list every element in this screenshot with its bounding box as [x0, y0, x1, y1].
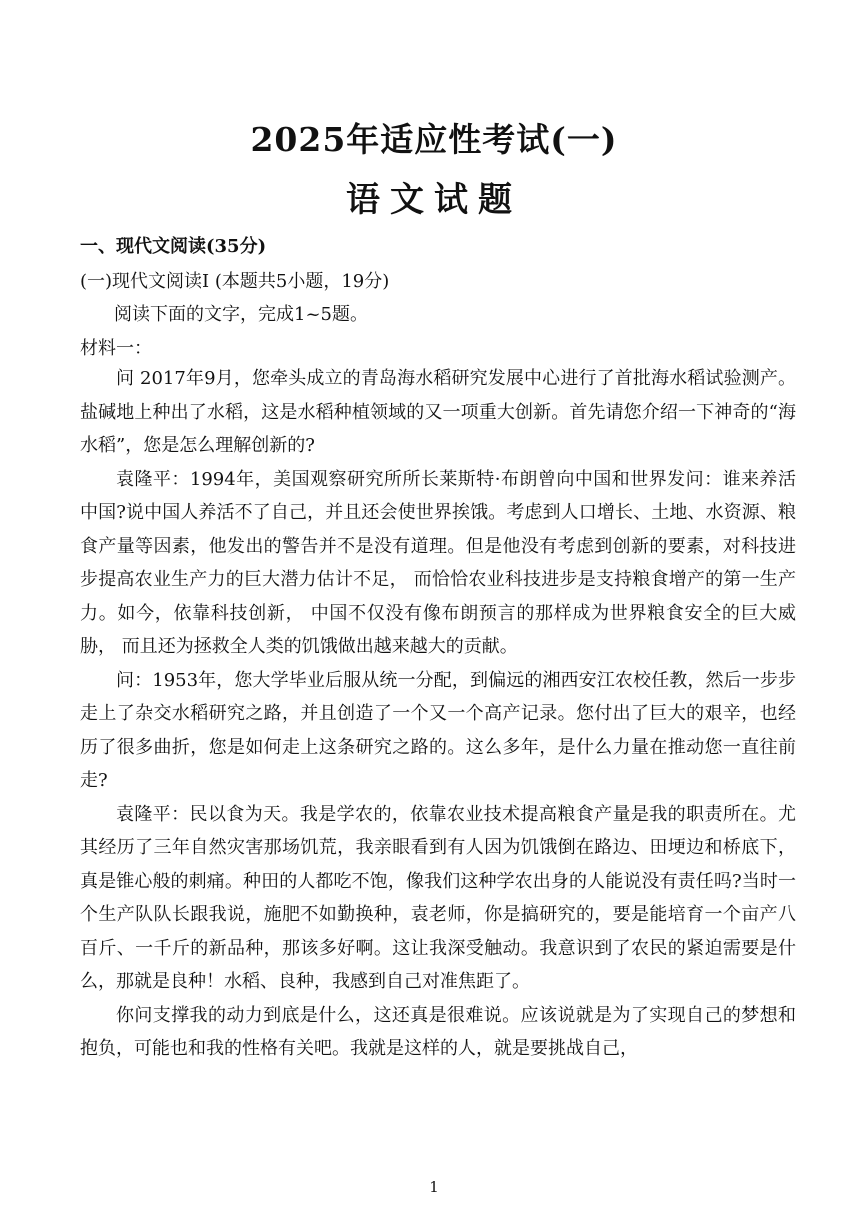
reading-instruction: 阅读下面的文字，完成1~5题。 — [114, 304, 368, 325]
material-label: 材料一： — [80, 338, 152, 359]
paragraph: 问：1953年，您大学毕业后服从统一分配，到偏远的湘西安江农校任教，然后一步步走上了杂交水稻研究之路，并且创造了一个又一个高产记录。您付出了巨大的艰辛，也经历了很多曲折，您是如何走上这条研究之路的。这么多年，是什么力量在推动您一直往前走? — [80, 669, 796, 791]
exam-title: 2025年适应性考试(一) — [250, 120, 618, 159]
paragraph: 袁隆平：民以食为天。我是学农的，依靠农业技术提高粮食产量是我的职责所在。尤其经历了三年自然灾害那场饥荒，我亲眼看到有人因为饥饿倒在路边、田埂边和桥底下，真是锥心般的刺痛。种田的人都吃不饱，像我们这种学农出身的人能说没有责任吗?当时一个生产队队长跟我说，施肥不如勤换种，袁老师，你是搞研究的，要是能培育一个亩产八百斤、一千斤的新品种，那该多好啊。这让我深受触动。我意识到了农民的紧迫需要是什么，那就是良种！水稻、良种，我感到自己对准焦距了。 — [80, 803, 796, 992]
section-heading: 一、现代文阅读(35分) — [80, 236, 267, 257]
paragraph: 你问支撑我的动力到底是什么，这还真是很难说。应该说就是为了实现自己的梦想和抱负，可能也和我的性格有关吧。我就是这样的人，就是要挑战自己， — [80, 1004, 796, 1059]
page-number: 1 — [429, 1178, 439, 1196]
paragraph: 问 2017年9月，您牵头成立的青岛海水稻研究发展中心进行了首批海水稻试验测产。盐碱地上种出了水稻，这是水稻种植领域的又一项重大创新。首先请您介绍一下神奇的“海水稻”，您是怎么理解创新的? — [80, 368, 796, 456]
material-body — [80, 362, 796, 1066]
paragraph: 袁隆平：1994年，美国观察研究所所长莱斯特·布朗曾向中国和世界发问：谁来养活中国?说中国人养活不了自己，并且还会使世界挨饿。考虑到人口增长、土地、水资源、粮食产量等因素，他发出的警告并不是没有道理。但是他没有考虑到创新的要素，对科技进步提高农业生产力的巨大潜力估计不足， 而恰恰农业科技进步是支持粮食增产的第一生产力。如今，依靠科技创新， 中国不仅没有像布朗预言的那样成为世界粮食安全的巨大威胁， 而且还为拯救全人类的饥饿做出越来越大的贡献。 — [80, 468, 796, 657]
exam-subtitle: 语文试题 — [346, 180, 522, 220]
subsection-heading: (一)现代文阅读I (本题共5小题，19分) — [80, 271, 390, 292]
